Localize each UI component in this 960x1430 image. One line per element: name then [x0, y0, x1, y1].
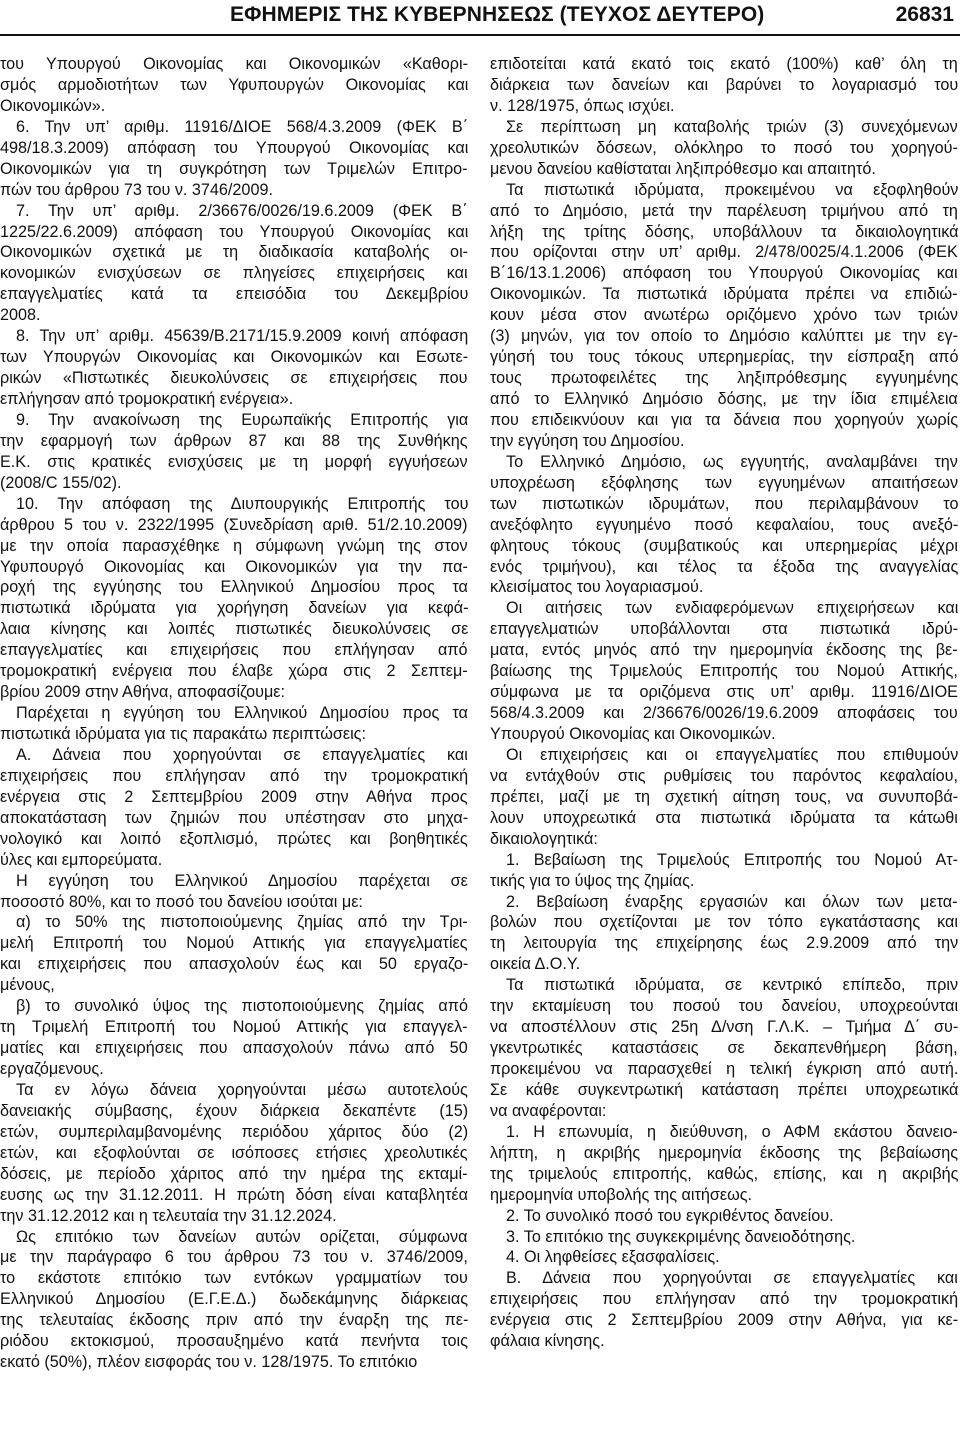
left-column-line: (2008/C 155/02).: [0, 473, 122, 492]
right-column-line: Τα πιστωτικά ιδρύματα, σε κεντρικό επίπεδο, πριν: [506, 976, 958, 995]
left-column-line: Υφυπουργό Οικονομίας και Οικονομικών για την πα-: [0, 557, 468, 576]
header-divider: [0, 34, 960, 36]
left-column-line: 1225/22.6.2009) απόφαση του Υπουργού Οικονομίας και: [0, 222, 468, 241]
right-column-line: (3) μηνών, για τον οποίο το Δημόσιο καλύπτει με την εγ-: [490, 327, 958, 346]
page-number: 26831: [895, 3, 954, 26]
right-column-line: κλεισίματος του λογαριασμού.: [490, 578, 704, 597]
left-column-line: και επιχειρήσεις που απασχολούν έως και 50 εργαζο-: [0, 955, 468, 974]
left-column-line: των Υπουργών Οικονομίας και Οικονομικών και Εσωτε-: [0, 348, 468, 367]
left-column-line: 10. Την απόφαση της Διυπουργικής Επιτροπής του: [16, 494, 468, 513]
left-column-line: δανειακής σύμβασης, έχουν διάρκεια δεκαπέντε (15): [0, 1101, 468, 1120]
left-column-line: επαγγελματίες και επιχειρήσεις που επλήγησαν από: [0, 641, 468, 660]
right-column-line: φλητους τόκους (συμβατικούς και υπερημερίας μέχρι: [490, 536, 958, 555]
right-column-line: από το Δημόσιο, μετά την παρέλευση τριμήνου από τη: [490, 201, 958, 220]
right-column-line: ημερομηνία υποβολής της αιτήσεως.: [490, 1185, 753, 1204]
left-column-line: του Υπουργού Οικονομίας και Οικονομικών «Καθορι-: [0, 55, 468, 73]
right-column-line: πρέπει, μαζί με τη σχετική αίτηση τους, να συνυποβά-: [490, 787, 958, 806]
left-column-line: αποκατάσταση των ζημιών που υπέστησαν στο μηχα-: [0, 808, 468, 827]
left-column-line: Ελληνικού Δημοσίου (Ε.Γ.Ε.Δ.) δωδεκάμηνης διάρκειας: [0, 1290, 468, 1309]
left-column-line: ριόδου εκτοκισμού, προσαυξημένο κατά πενήντα τοις: [0, 1332, 468, 1351]
left-column-line: άρθρου 5 του ν. 2322/1995 (Συνεδρίαση αριθ. 51/2.10.2009): [0, 515, 468, 534]
right-column-line: λήπτη, η ακριβής ημερομηνία έκδοσης της βεβαίωσης: [490, 1143, 958, 1162]
left-column-line: ροχή της εγγύησης του Ελληνικού Δημοσίου προς τα: [0, 578, 468, 597]
left-column-line: Παρέχεται η εγγύηση του Ελληνικού Δημοσίου προς τα: [16, 704, 468, 723]
left-column-line: ευσης ως την 31.12.2011. Η πρώτη δόση είναι καταβλητέα: [0, 1185, 468, 1204]
right-column-line: ν. 128/1975, όπως ισχύει.: [490, 96, 675, 115]
left-column-line: μελή Επιτροπή του Νομού Αττικής για επαγγελματίες: [0, 934, 468, 953]
right-column-line: τους πρωτοφειλέτες της ληξιπρόθεσμης εγγυημένης: [490, 369, 958, 388]
left-column-line: 7. Την υπ’ αριθμ. 2/36676/0026/19.6.2009 (ΦΕΚ Β΄: [16, 201, 468, 220]
right-column-line: Τα πιστωτικά ιδρύματα, προκειμένου να εξοφληθούν: [506, 180, 958, 199]
left-column-line: ετών, και εξοφλούνται σε ισόποσες ετήσιες χρεολυτικές: [0, 1143, 468, 1162]
right-column-line: 4. Οι ληφθείσες εξασφαλίσεις.: [506, 1248, 720, 1267]
left-column-line: κονομικών ενισχύσεων σε πληγείσες επιχειρήσεις και: [0, 264, 468, 283]
right-column-line: ενέργεια στις 2 Σεπτεμβρίου 2009 στην Αθήνα, για κε-: [490, 1311, 958, 1330]
right-column-line: προκειμένου να παρασχεθεί η τελική έγκριση από αυτή.: [490, 1060, 958, 1078]
left-column-line: πιστωτικά ιδρύματα για χορήγηση δανείων για κεφά-: [0, 599, 468, 618]
left-column-line: α) το 50% της πιστοποιούμενης ζημίας από την Τρι-: [16, 913, 468, 932]
right-column-line: της τριμελούς επιτροπής, καθώς, επίσης, και η ακριβής: [490, 1164, 958, 1183]
left-column-line: επιχειρήσεις που επλήγησαν από την τρομοκρατική: [0, 766, 468, 785]
left-column-line: Οικονομικών».: [0, 96, 106, 115]
left-column-line: Ως επιτόκιο των δανείων αυτών ορίζεται, σύμφωνα: [16, 1227, 468, 1246]
right-column-line: υποχρέωση εξόφλησης των εγγυημένων απαιτήσεων: [490, 473, 958, 492]
left-column-line: ρικών «Πιστωτικές διευκολύνσεις σε επιχειρήσεις που: [0, 369, 468, 388]
left-column-line: ενέργεια στις 2 Σεπτεμβρίου 2009 στην Αθήνα προς: [0, 787, 468, 806]
right-column-line: μενου δανείου καθίσταται ληξιπρόθεσμο και απαιτητό.: [490, 159, 876, 178]
right-column-line: γύησή του τους τόκους υπερημερίας, την είσπραξη από: [490, 348, 958, 367]
left-column-line: σμός αρμοδιοτήτων των Υφυπουργών Οικονομίας και: [0, 75, 468, 94]
left-column-line: νολογικό και λοιπό εξοπλισμό, πρώτες και βοηθητικές: [0, 829, 468, 848]
left-column-line: την 31.12.2012 και η τελευταία την 31.12.2024.: [0, 1206, 337, 1225]
left-column-line: β) το συνολικό ύψος της πιστοποιούμενης ζημίας από: [16, 997, 468, 1016]
right-column-line: Σε περίπτωση μη καταβολής τριών (3) συνεχόμενων: [506, 117, 958, 136]
right-column-line: 1. Βεβαίωση της Τριμελούς Επιτροπής του Νομού Ατ-: [506, 850, 958, 869]
right-column-line: που επιδεικνύουν και για τα δάνεια που χορηγούν χωρίς: [490, 410, 958, 429]
left-column-line: 8. Την υπ’ αριθμ. 45639/Β.2171/15.9.2009 κοινή απόφαση: [16, 327, 468, 346]
left-column-line: της τελευταίας έκδοσης πριν από την έναρξη της πε-: [0, 1311, 468, 1330]
left-column-line: Τα εν λόγω δάνεια χορηγούνται μέσω αυτοτελούς: [16, 1080, 468, 1099]
right-column-line: Οι επιχειρήσεις και οι επαγγελματίες που επιθυμούν: [506, 745, 958, 764]
left-column-line: το εκάστοτε επιτόκιο των εντόκων γραμματίων του: [0, 1269, 468, 1288]
right-column-line: να εντάχθούν στις ρυθμίσεις του παρόντος κεφαλαίου,: [490, 766, 958, 785]
left-column-line: πιστωτικά ιδρύματα για τις παρακάτω περιπτώσεις:: [0, 725, 366, 743]
left-column-line: εργαζόμενους.: [0, 1060, 104, 1078]
right-column-line: των πιστωτικών ιδρυμάτων, που περιλαμβάνουν το: [490, 494, 958, 513]
right-column-line: ενός τριμήνου), και τέλος τα έξοδα της αναγγελίας: [490, 557, 958, 576]
right-column-line: διάρκεια των δανείων και βαρύνει το λογαριασμό του: [490, 75, 958, 94]
left-column-line: ματίες και επιχειρήσεις που απασχολούν πάνω από 50: [0, 1039, 468, 1058]
left-column-line: εκατό (50%), πλέον εισφοράς του ν. 128/1975. Το επιτόκιο: [0, 1353, 418, 1372]
left-column-line: μένους,: [0, 976, 55, 995]
right-column-line: επιδοτείται κατά εκατό τοις εκατό (100%) καθ’ όλη τη: [490, 55, 958, 73]
right-column-line: 568/4.3.2009 και 2/36676/0026/19.6.2009 αποφάσεις του: [490, 704, 958, 723]
left-column-line: Α. Δάνεια που χορηγούνται σε επαγγελματίες και: [16, 745, 468, 764]
right-column-line: οικεία Δ.Ο.Υ.: [490, 955, 581, 974]
left-column-line: τη Τριμελή Επιτροπή του Νομού Αττικής για επαγγελ-: [0, 1018, 468, 1037]
right-column-line: που ορίζονται στην υπ’ αριθμ. 2/478/0025/4.1.2006 (ΦΕΚ: [490, 243, 958, 262]
left-column-line: 6. Την υπ’ αριθμ. 11916/ΔΙΟΕ 568/4.3.2009 (ΦΕΚ Β΄: [16, 117, 468, 136]
left-column-line: βρίου 2009 στην Αθήνα, αποφασίζουμε:: [0, 683, 286, 702]
left-column-line: με την οποία παρασχέθηκε η σύμφωνη γνώμη της στον: [0, 536, 468, 555]
right-column-line: την εκταμίευση του ποσού του δανείου, υποχρεούνται: [490, 997, 958, 1016]
right-column-line: Σε κάθε συγκεντρωτική κατάσταση πρέπει υποχρεωτικά: [490, 1080, 958, 1099]
left-column-line: την εφαρμογή των άρθρων 87 και 88 της Συνθήκης: [0, 431, 468, 450]
left-column-line: Η εγγύηση του Ελληνικού Δημοσίου παρέχεται σε: [16, 871, 468, 890]
left-column-line: πών του άρθρου 73 του ν. 3746/2009.: [0, 180, 273, 199]
left-column-line: λαια κίνησης και λοιπές πιστωτικές διευκολύνσεις σε: [0, 620, 468, 639]
right-column-line: 3. Το επιτόκιο της συγκεκριμένης δανειοδότησης.: [506, 1227, 856, 1246]
right-column-line: φάλαια κίνησης.: [490, 1332, 605, 1351]
right-column-line: επαγγελματιών υποβάλλονται στα πιστωτικά ιδρύ-: [490, 620, 958, 639]
right-column-line: λήξη της τρίτης δόσης, υποβάλλουν τα δικαιολογητικά: [490, 222, 958, 241]
left-column-line: 498/18.3.2009) απόφαση του Υπουργού Οικονομίας και: [0, 138, 468, 157]
left-column-line: επλήγησαν από τρομοκρατική ενέργεια».: [0, 390, 294, 408]
left-column-line: ύλες και εμπορεύματα.: [0, 850, 163, 869]
left-column-line: Οικονομικών για τη συγκρότηση των Τριμελών Επιτρο-: [0, 159, 468, 178]
right-column: [490, 54, 958, 1424]
left-column-line: ετών, συμπεριλαμβανομένης περιόδου χάριτος δύο (2): [0, 1122, 468, 1141]
right-column-line: να αναφέρονται:: [490, 1101, 607, 1120]
page-header: [0, 0, 960, 36]
right-column-line: 1. Η επωνυμία, η διεύθυνση, ο ΑΦΜ εκάστου δανειο-: [506, 1122, 958, 1141]
right-column-line: Β΄16/13.1.2006) απόφαση του Υπουργού Οικονομίας και: [490, 264, 958, 283]
gazette-title: ΕΦΗΜΕΡΙΣ ΤΗΣ ΚΥΒΕΡΝΗΣΕΩΣ (ΤΕΥΧΟΣ ΔΕΥΤΕΡΟ): [230, 3, 765, 26]
right-column-line: τικής για το ύψος της ζημίας.: [490, 871, 695, 890]
right-column-line: Οικονομικών. Τα πιστωτικά ιδρύματα πρέπει να επιδιώ-: [490, 285, 958, 304]
right-column-line: βαίωσης της Τριμελούς Επιτροπής του Νομού Αττικής,: [490, 662, 958, 681]
right-column-line: την εγγύηση του Δημοσίου.: [490, 431, 685, 450]
right-column-line: ματα, εντός μηνός από την ημερομηνία έκδοσης της βε-: [490, 641, 958, 660]
right-column-line: Υπουργού Οικονομίας και Οικονομικών.: [490, 725, 776, 743]
right-column-line: δικαιολογητικά:: [490, 829, 598, 848]
right-column-line: βολών που σχετίζονται με τον τόπο εγκατάστασης και: [490, 913, 958, 932]
left-column-line: επαγγελματίες κατά τα επεισόδια του Δεκεμβρίου: [0, 285, 468, 304]
left-column-line: Ε.Κ. στις κρατικές ενισχύσεις με τη μορφή εγγυήσεων: [0, 452, 468, 471]
left-column-line: ποσοστό 80%, και το ποσό του δανείου ισούται με:: [0, 892, 363, 911]
right-column-line: λουν υποχρεωτικά στα πιστωτικά ιδρύματα τα κάτωθι: [490, 808, 958, 827]
right-column-line: σύμφωνα με τα οριζόμενα στις υπ’ αριθμ. 11916/ΔΙΟΕ: [490, 683, 958, 702]
right-column-line: να αποστέλλουν στις 25η Δ/νση Γ.Λ.Κ. – Τμήμα Δ΄ συ-: [490, 1018, 958, 1037]
left-column-line: δόσεις, με περίοδο χάριτος από την ημέρα της εκταμί-: [0, 1164, 468, 1183]
right-column-line: κουν μέσα στον ανωτέρω οριζόμενο χρόνο των τριών: [490, 306, 958, 325]
right-column-line: Οι αιτήσεις των ενδιαφερόμενων επιχειρήσεων και: [506, 599, 958, 618]
right-column-line: τη λειτουργία της επιχείρησης έως 2.9.2009 από την: [490, 934, 958, 953]
left-column-line: τρομοκρατική ενέργεια που έλαβε χώρα στις 2 Σεπτεμ-: [0, 662, 468, 681]
right-column-line: ανεξόφλητο εγγυημένο ποσό κεφαλαίου, τους ανεξό-: [490, 515, 958, 534]
right-column-line: 2. Βεβαίωση έναρξης εργασιών και όλων των μετα-: [506, 892, 958, 911]
left-column-line: 2008.: [0, 306, 41, 325]
left-column: [0, 54, 468, 1424]
right-column-line: Το Ελληνικό Δημόσιο, ως εγγυητής, αναλαμβάνει την: [506, 452, 958, 471]
left-column-line: με την παράγραφο 6 του άρθρου 73 του ν. 3746/2009,: [0, 1248, 468, 1267]
right-column-line: Β. Δάνεια που χορηγούνται σε επαγγελματίες και: [506, 1269, 958, 1288]
right-column-line: επιχειρήσεις που επλήγησαν από την τρομοκρατική: [490, 1290, 958, 1309]
left-column-line: Οικονομικών σχετικά με τη διαδικασία καταβολής οι-: [0, 243, 468, 262]
right-column-line: χρεολυτικών δόσεων, ολόκληρο το ποσό του χορηγού-: [490, 138, 958, 157]
left-column-line: 9. Την ανακοίνωση της Ευρωπαϊκής Επιτροπής για: [16, 410, 468, 429]
right-column-line: από το Ελληνικό Δημόσιο δόσης, με την ίδια επιμέλεια: [490, 390, 958, 408]
right-column-line: γκεντρωτικές καταστάσεις σε δεκαπενθήμερη βάση,: [490, 1039, 958, 1058]
right-column-line: 2. Το συνολικό ποσό του εγκριθέντος δανείου.: [506, 1206, 834, 1225]
